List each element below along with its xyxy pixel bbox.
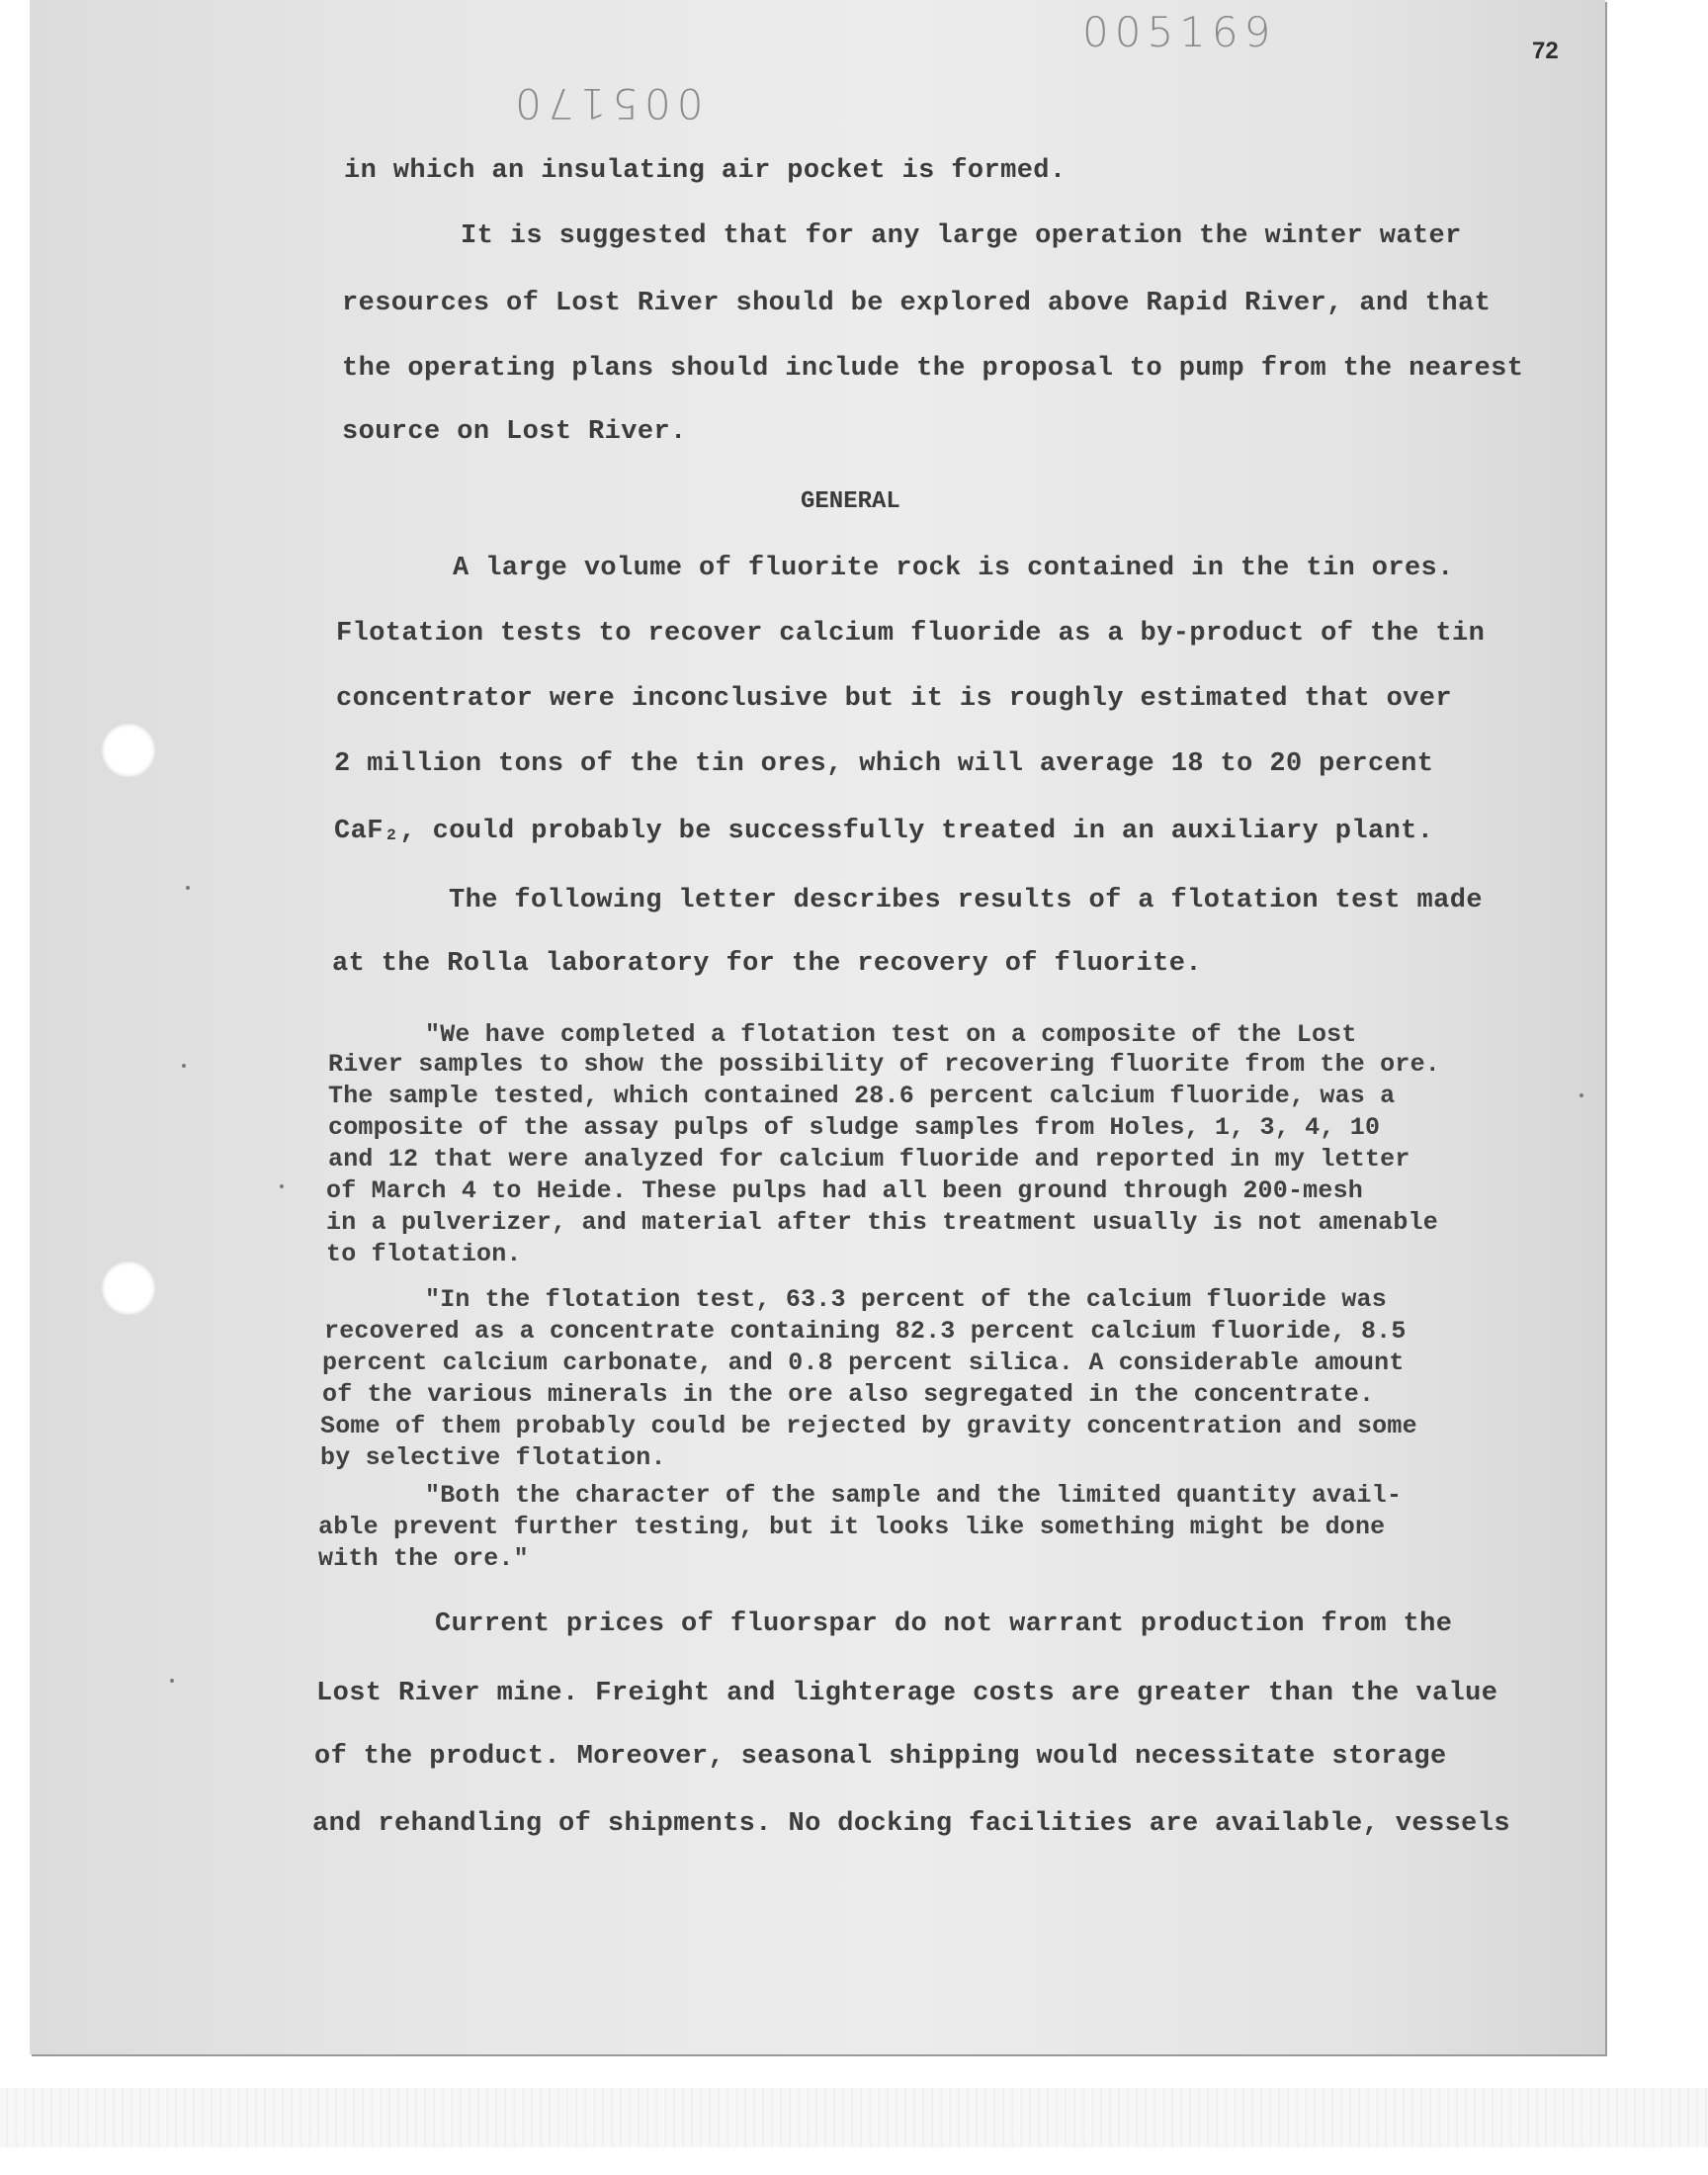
punch-hole-top [102,724,155,777]
text-line: Flotation tests to recover calcium fluoride as a by-product of the tin [336,619,1486,649]
text-line: and rehandling of shipments. No docking facilities are available, vessels [312,1809,1510,1839]
text-line: A large volume of fluorite rock is contained in the tin ores. [453,554,1454,583]
quote-line: Some of them probably could be rejected by gravity concentration and some [320,1412,1417,1440]
quote-line: recovered as a concentrate containing 82.3 percent calcium fluoride, 8.5 [324,1317,1407,1346]
page-number: 72 [1532,38,1559,64]
quote-line: percent calcium carbonate, and 0.8 percent silica. A considerable amount [322,1348,1405,1377]
punch-hole-bottom [102,1262,155,1315]
quote-line: by selective flotation. [320,1443,666,1472]
archive-number-stamp-flipped: 005170 [509,79,704,128]
text-line: the operating plans should include the proposal to pump from the nearest [342,354,1524,384]
quote-line: able prevent further testing, but it looks like something might be done [318,1513,1386,1541]
archive-number-stamp: 005169 [1082,8,1277,56]
quote-line: to flotation. [326,1240,522,1268]
text-line: Lost River mine. Freight and lighterage costs are greater than the value [316,1679,1498,1708]
text-line: in which an insulating air pocket is formed. [344,156,1067,186]
quote-line: "Both the character of the sample and the limited quantity avail- [425,1481,1403,1510]
quote-line: "In the flotation test, 63.3 percent of the calcium fluoride was [425,1285,1387,1314]
quote-line: of March 4 to Heide. These pulps had all been ground through 200-mesh [326,1176,1363,1205]
quote-line: composite of the assay pulps of sludge samples from Holes, 1, 3, 4, 10 [328,1113,1381,1142]
speck [186,886,190,890]
text-line: CaF₂, could probably be successfully treated in an auxiliary plant. [334,817,1434,846]
quote-line: The sample tested, which contained 28.6 percent calcium fluoride, was a [328,1082,1396,1110]
quote-line: of the various minerals in the ore also segregated in the concentrate. [322,1380,1375,1409]
text-line: concentrator were inconclusive but it is roughly estimated that over [336,684,1452,714]
quote-line: River samples to show the possibility of recovering fluorite from the ore. [328,1050,1440,1079]
speck [280,1184,284,1188]
text-line: source on Lost River. [342,417,687,447]
quote-line: and 12 that were analyzed for calcium fluoride and reported in my letter [328,1145,1410,1174]
quote-line: in a pulverizer, and material after this treatment usually is not amenable [326,1208,1438,1237]
text-line: The following letter describes results of a flotation test made [449,886,1483,915]
quote-line: "We have completed a flotation test on a composite of the Lost [425,1020,1357,1049]
scanner-bottom-strip [0,2088,1708,2147]
speck [1580,1093,1583,1097]
text-line: It is suggested that for any large operation the winter water [461,221,1462,251]
quote-line: with the ore." [318,1544,529,1573]
text-line: Current prices of fluorspar do not warrant production from the [435,1610,1453,1639]
speck [182,1064,186,1068]
text-line: at the Rolla laboratory for the recovery of fluorite. [332,949,1202,979]
speck [170,1679,174,1683]
text-line: resources of Lost River should be explored above Rapid River, and that [342,289,1492,318]
section-heading: GENERAL [801,488,900,515]
text-line: of the product. Moreover, seasonal shipping would necessitate storage [314,1742,1447,1772]
text-line: 2 million tons of the tin ores, which will average 18 to 20 percent [334,749,1434,779]
